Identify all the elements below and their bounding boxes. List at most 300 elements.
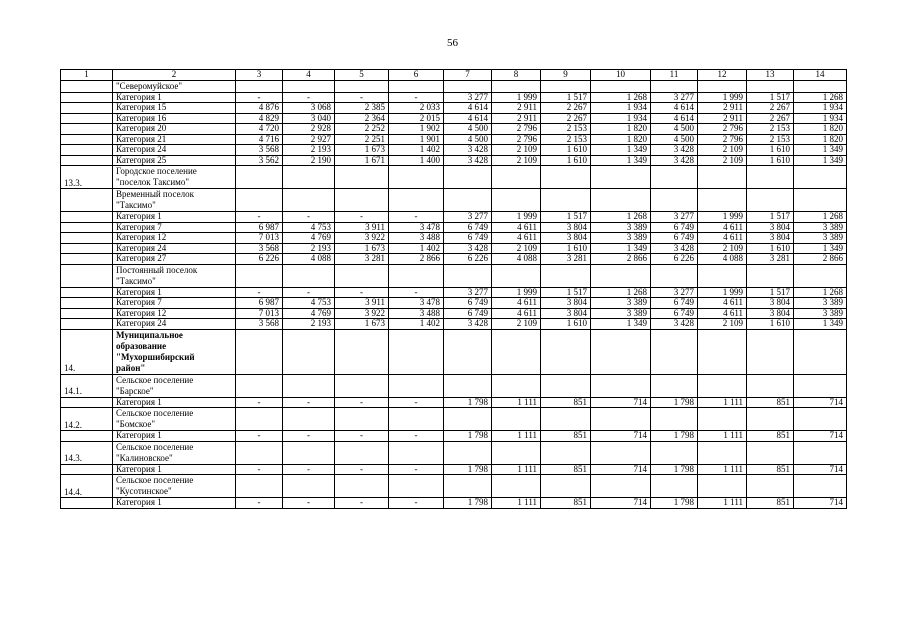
section-title (113, 408, 236, 431)
value-cell: 1 268 (794, 92, 847, 103)
value-cell: 851 (747, 498, 794, 509)
value-cell: - (236, 212, 283, 223)
value-cell: 3 478 (389, 222, 444, 233)
empty-cell (236, 166, 283, 189)
table-row (61, 308, 847, 319)
table-body (61, 70, 847, 509)
value-cell: 851 (541, 431, 591, 442)
section-title (113, 264, 236, 287)
value-cell: 4 500 (444, 124, 492, 135)
value-cell: 1 610 (541, 243, 591, 254)
row-index-cell (61, 254, 113, 265)
section-row (61, 329, 847, 374)
empty-cell (335, 475, 389, 498)
empty-cell (651, 166, 698, 189)
section-title (113, 189, 236, 212)
column-header: 12 (698, 70, 747, 81)
empty-cell (698, 475, 747, 498)
value-cell: 1 798 (651, 464, 698, 475)
value-cell: - (335, 431, 389, 442)
value-cell: 6 226 (651, 254, 698, 265)
value-cell: 2 153 (541, 134, 591, 145)
value-cell: 714 (591, 498, 651, 509)
empty-cell (335, 166, 389, 189)
value-cell: - (335, 212, 389, 223)
value-cell: 1 349 (591, 145, 651, 156)
value-cell: 1 798 (651, 498, 698, 509)
column-header: 5 (335, 70, 389, 81)
value-cell: 1 610 (747, 319, 794, 330)
value-cell: 1 517 (541, 92, 591, 103)
empty-cell (335, 189, 389, 212)
value-cell: 6 749 (651, 233, 698, 244)
empty-cell (389, 166, 444, 189)
value-cell: 1 402 (389, 145, 444, 156)
category-label: Категория 1 (113, 464, 236, 475)
value-cell: 1 111 (698, 464, 747, 475)
value-cell: 851 (747, 464, 794, 475)
value-cell: 3 488 (389, 308, 444, 319)
empty-cell (794, 441, 847, 464)
empty-cell (698, 264, 747, 287)
value-cell: 714 (794, 498, 847, 509)
empty-cell (794, 374, 847, 397)
value-cell: 3 428 (444, 145, 492, 156)
value-cell: 851 (541, 397, 591, 408)
section-title-line: Сельское поселение (116, 374, 194, 385)
value-cell: - (389, 498, 444, 509)
value-cell: 1 999 (492, 92, 541, 103)
category-label: Категория 1 (113, 287, 236, 298)
value-cell: 4 088 (283, 254, 335, 265)
value-cell: 3 277 (651, 287, 698, 298)
value-cell: 4 716 (236, 134, 283, 145)
value-cell: 2 796 (492, 134, 541, 145)
section-title-line: Постоянный поселок (116, 264, 198, 275)
value-cell: 6 987 (236, 222, 283, 233)
value-cell: 2 866 (794, 254, 847, 265)
empty-cell (541, 189, 591, 212)
column-header: 2 (113, 70, 236, 81)
empty-cell (591, 408, 651, 431)
value-cell: 1 798 (444, 464, 492, 475)
empty-cell (444, 475, 492, 498)
value-cell: 1 610 (541, 155, 591, 166)
section-title (113, 475, 236, 498)
section-title-line: "Северомуйское" (116, 80, 183, 91)
value-cell: 1 111 (698, 498, 747, 509)
value-cell: 1 349 (794, 243, 847, 254)
category-label: Категория 1 (113, 212, 236, 223)
empty-cell (698, 408, 747, 431)
value-cell: 851 (747, 431, 794, 442)
section-index (61, 80, 113, 92)
value-cell: 2 911 (492, 103, 541, 114)
empty-cell (492, 166, 541, 189)
empty-cell (541, 374, 591, 397)
empty-cell (335, 264, 389, 287)
value-cell: 2 109 (698, 243, 747, 254)
value-cell: 1 517 (541, 287, 591, 298)
value-cell: 714 (794, 397, 847, 408)
value-cell: 3 389 (794, 222, 847, 233)
value-cell: 1 268 (591, 287, 651, 298)
empty-cell (651, 408, 698, 431)
value-cell: 3 277 (444, 287, 492, 298)
value-cell: 1 517 (747, 92, 794, 103)
value-cell: 1 820 (794, 124, 847, 135)
category-label: Категория 21 (113, 134, 236, 145)
value-cell: 3 281 (747, 254, 794, 265)
row-index-cell (61, 397, 113, 408)
row-index-cell (61, 298, 113, 309)
value-cell: 4 720 (236, 124, 283, 135)
value-cell: 2 267 (541, 113, 591, 124)
value-cell: 3 040 (283, 113, 335, 124)
value-cell: 714 (794, 431, 847, 442)
value-cell: 3 804 (747, 308, 794, 319)
value-cell: - (236, 287, 283, 298)
section-index (61, 189, 113, 212)
empty-cell (747, 264, 794, 287)
value-cell: 1 673 (335, 319, 389, 330)
value-cell: - (283, 212, 335, 223)
value-cell: 2 153 (747, 124, 794, 135)
value-cell: - (335, 287, 389, 298)
value-cell: 3 568 (236, 145, 283, 156)
empty-cell (335, 329, 389, 374)
category-label: Категория 24 (113, 145, 236, 156)
value-cell: 4 088 (492, 254, 541, 265)
value-cell: 3 428 (651, 243, 698, 254)
value-cell: 1 798 (444, 498, 492, 509)
section-title-line: "Мухоршибирский (116, 351, 195, 362)
table-row (61, 397, 847, 408)
section-title (113, 329, 236, 374)
value-cell: 1 934 (591, 103, 651, 114)
value-cell: 2 866 (591, 254, 651, 265)
row-index-cell (61, 212, 113, 223)
value-cell: - (283, 287, 335, 298)
empty-cell (444, 441, 492, 464)
empty-cell (591, 80, 651, 92)
value-cell: 1 111 (698, 397, 747, 408)
value-cell: 6 749 (444, 298, 492, 309)
value-cell: 1 610 (541, 319, 591, 330)
section-index: 14. (61, 329, 113, 374)
empty-cell (492, 189, 541, 212)
empty-cell (747, 475, 794, 498)
category-label: Категория 12 (113, 308, 236, 319)
empty-cell (335, 408, 389, 431)
row-index-cell (61, 113, 113, 124)
empty-cell (591, 329, 651, 374)
table-row (61, 113, 847, 124)
category-label: Категория 27 (113, 254, 236, 265)
value-cell: 4 614 (444, 113, 492, 124)
value-cell: 2 251 (335, 134, 389, 145)
value-cell: 2 385 (335, 103, 389, 114)
value-cell: 6 749 (444, 308, 492, 319)
empty-cell (698, 80, 747, 92)
value-cell: 1 798 (651, 397, 698, 408)
empty-cell (283, 441, 335, 464)
value-cell: 1 349 (794, 155, 847, 166)
value-cell: 1 268 (591, 92, 651, 103)
row-index-cell (61, 233, 113, 244)
value-cell: 3 281 (541, 254, 591, 265)
row-index-cell (61, 222, 113, 233)
table-row (61, 212, 847, 223)
value-cell: 1 798 (444, 397, 492, 408)
empty-cell (698, 329, 747, 374)
page-number: 56 (447, 37, 458, 49)
value-cell: 1 820 (591, 124, 651, 135)
empty-cell (492, 441, 541, 464)
value-cell: 1 999 (698, 92, 747, 103)
value-cell: 1 610 (747, 243, 794, 254)
empty-cell (794, 475, 847, 498)
value-cell: 1 517 (747, 287, 794, 298)
value-cell: 4 614 (651, 103, 698, 114)
section-title-line: "Барское" (116, 385, 154, 396)
value-cell: - (283, 464, 335, 475)
value-cell: 3 911 (335, 298, 389, 309)
value-cell: 3 389 (591, 308, 651, 319)
empty-cell (444, 374, 492, 397)
value-cell: - (236, 397, 283, 408)
value-cell: 1 610 (541, 145, 591, 156)
section-row (61, 80, 847, 92)
value-cell: 6 749 (651, 308, 698, 319)
value-cell: - (389, 431, 444, 442)
table-row (61, 92, 847, 103)
empty-cell (389, 329, 444, 374)
row-index-cell (61, 319, 113, 330)
value-cell: - (389, 287, 444, 298)
column-header: 6 (389, 70, 444, 81)
empty-cell (492, 374, 541, 397)
value-cell: 1 349 (591, 155, 651, 166)
value-cell: 4 500 (444, 134, 492, 145)
section-title-line: "Калиновское" (116, 452, 173, 463)
value-cell: 1 999 (698, 212, 747, 223)
row-index-cell (61, 145, 113, 156)
empty-cell (541, 475, 591, 498)
value-cell: 6 226 (444, 254, 492, 265)
value-cell: 851 (541, 498, 591, 509)
value-cell: - (236, 431, 283, 442)
empty-cell (651, 264, 698, 287)
value-cell: 3 277 (444, 212, 492, 223)
value-cell: 6 749 (651, 222, 698, 233)
value-cell: 2 911 (698, 113, 747, 124)
category-label: Категория 24 (113, 319, 236, 330)
empty-cell (651, 80, 698, 92)
empty-cell (283, 374, 335, 397)
empty-cell (591, 189, 651, 212)
value-cell: 6 749 (444, 233, 492, 244)
tariff-table (60, 69, 847, 509)
empty-cell (389, 408, 444, 431)
table-row (61, 134, 847, 145)
section-title (113, 441, 236, 464)
empty-cell (492, 264, 541, 287)
empty-cell (591, 264, 651, 287)
value-cell: 1 820 (591, 134, 651, 145)
value-cell: 3 922 (335, 233, 389, 244)
empty-cell (283, 80, 335, 92)
value-cell: 6 749 (444, 222, 492, 233)
empty-cell (541, 329, 591, 374)
value-cell: 1 111 (492, 431, 541, 442)
empty-cell (794, 189, 847, 212)
value-cell: 1 402 (389, 319, 444, 330)
table-row (61, 103, 847, 114)
section-title-line: Сельское поселение (116, 475, 194, 485)
empty-cell (389, 475, 444, 498)
section-title-line: Сельское поселение (116, 441, 194, 452)
value-cell: 1 402 (389, 243, 444, 254)
empty-cell (651, 475, 698, 498)
value-cell: 3 804 (541, 233, 591, 244)
section-title (113, 374, 236, 397)
value-cell: 1 268 (794, 212, 847, 223)
empty-cell (283, 329, 335, 374)
value-cell: 4 611 (698, 222, 747, 233)
section-row (61, 408, 847, 431)
value-cell: 4 753 (283, 298, 335, 309)
value-cell: 1 349 (591, 319, 651, 330)
value-cell: 2 015 (389, 113, 444, 124)
empty-cell (591, 475, 651, 498)
value-cell: 3 478 (389, 298, 444, 309)
empty-cell (444, 166, 492, 189)
value-cell: 4 614 (444, 103, 492, 114)
value-cell: 3 389 (794, 298, 847, 309)
value-cell: 4 611 (698, 233, 747, 244)
category-label: Категория 1 (113, 431, 236, 442)
table-row (61, 145, 847, 156)
empty-cell (794, 80, 847, 92)
table-row (61, 287, 847, 298)
value-cell: 1 349 (794, 145, 847, 156)
value-cell: 3 389 (794, 233, 847, 244)
row-index-cell (61, 431, 113, 442)
category-label: Категория 12 (113, 233, 236, 244)
value-cell: 2 193 (283, 319, 335, 330)
category-label: Категория 1 (113, 92, 236, 103)
section-row (61, 264, 847, 287)
value-cell: 1 673 (335, 243, 389, 254)
section-title-line: образование (116, 340, 167, 351)
section-row (61, 475, 847, 498)
value-cell: 3 428 (444, 155, 492, 166)
value-cell: 2 109 (492, 145, 541, 156)
value-cell: 7 013 (236, 308, 283, 319)
value-cell: 1 610 (747, 155, 794, 166)
value-cell: 3 389 (591, 233, 651, 244)
value-cell: 3 277 (651, 92, 698, 103)
empty-cell (283, 264, 335, 287)
value-cell: 3 922 (335, 308, 389, 319)
value-cell: 1 999 (698, 287, 747, 298)
empty-cell (747, 80, 794, 92)
value-cell: 1 111 (492, 498, 541, 509)
empty-cell (794, 408, 847, 431)
empty-cell (283, 475, 335, 498)
value-cell: 2 267 (747, 113, 794, 124)
value-cell: 6 749 (651, 298, 698, 309)
value-cell: - (389, 464, 444, 475)
value-cell: 2 109 (698, 145, 747, 156)
value-cell: 2 911 (492, 113, 541, 124)
empty-cell (747, 408, 794, 431)
section-index: 14.4. (61, 475, 113, 498)
empty-cell (283, 189, 335, 212)
empty-cell (747, 441, 794, 464)
value-cell: 4 611 (698, 308, 747, 319)
empty-cell (444, 80, 492, 92)
empty-cell (651, 374, 698, 397)
row-index-cell (61, 464, 113, 475)
row-index-cell (61, 103, 113, 114)
column-header: 3 (236, 70, 283, 81)
value-cell: 1 934 (794, 103, 847, 114)
value-cell: 2 364 (335, 113, 389, 124)
section-index: 13.3. (61, 166, 113, 189)
row-index-cell (61, 124, 113, 135)
value-cell: 3 281 (335, 254, 389, 265)
empty-cell (389, 189, 444, 212)
value-cell: 3 277 (444, 92, 492, 103)
value-cell: 851 (541, 464, 591, 475)
row-index-cell (61, 155, 113, 166)
value-cell: 3 068 (283, 103, 335, 114)
value-cell: 2 109 (698, 319, 747, 330)
value-cell: 3 389 (591, 298, 651, 309)
category-label: Категория 24 (113, 243, 236, 254)
table-row (61, 222, 847, 233)
table-header-row (61, 70, 847, 81)
section-title-line: Муниципальное (116, 329, 183, 340)
section-row (61, 189, 847, 212)
empty-cell (283, 408, 335, 431)
value-cell: 2 267 (541, 103, 591, 114)
empty-cell (541, 441, 591, 464)
value-cell: - (283, 92, 335, 103)
value-cell: - (389, 397, 444, 408)
empty-cell (698, 189, 747, 212)
empty-cell (444, 408, 492, 431)
category-label: Категория 20 (113, 124, 236, 135)
empty-cell (236, 80, 283, 92)
value-cell: 3 911 (335, 222, 389, 233)
table-row (61, 233, 847, 244)
category-label: Категория 16 (113, 113, 236, 124)
category-label: Категория 25 (113, 155, 236, 166)
column-header: 11 (651, 70, 698, 81)
section-title (113, 166, 236, 189)
value-cell: 2 153 (541, 124, 591, 135)
empty-cell (698, 166, 747, 189)
column-header: 7 (444, 70, 492, 81)
empty-cell (492, 475, 541, 498)
value-cell: 1 934 (794, 113, 847, 124)
section-title (113, 80, 236, 92)
value-cell: - (283, 431, 335, 442)
section-index (61, 264, 113, 287)
